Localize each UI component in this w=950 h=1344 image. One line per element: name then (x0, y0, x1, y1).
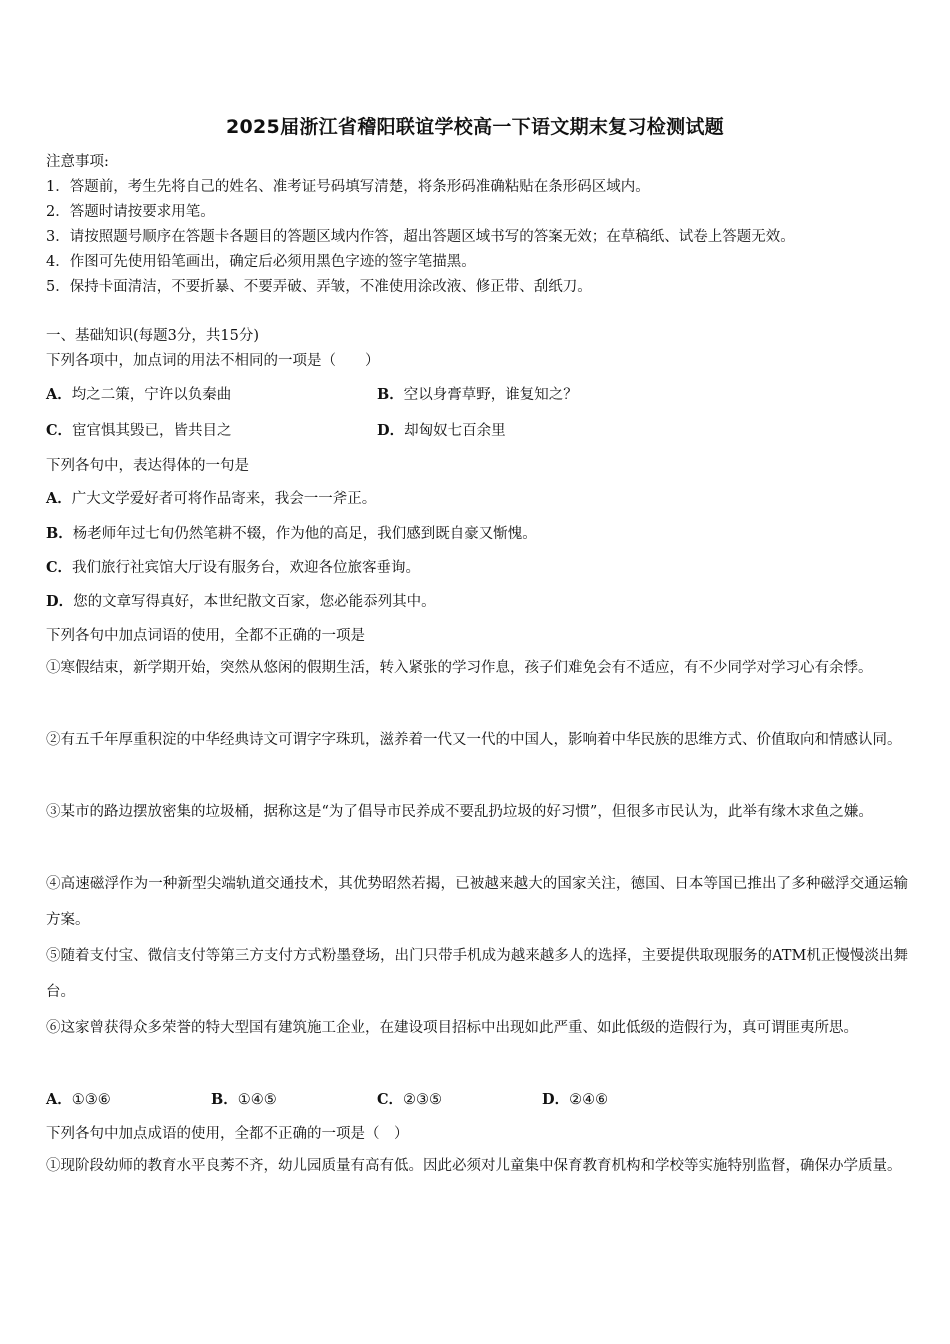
option-label: D． (46, 593, 74, 610)
option-label: B． (377, 386, 404, 403)
option-a[interactable] (46, 1090, 111, 1110)
option-text: ②④⑥ (569, 1092, 609, 1108)
option-b[interactable] (46, 524, 537, 544)
option-d[interactable] (542, 1090, 608, 1110)
notice-item: 3．请按照题号顺序在答题卡各题目的答题区域内作答，超出答题区域书写的答案无效；在草稿纸、试卷上答题无效。 (46, 229, 795, 245)
option-text: 杨老师年过七旬仍然笔耕不辍，作为他的高足，我们感到既自豪又惭愧。 (72, 526, 537, 542)
option-b[interactable] (377, 385, 578, 405)
statement: ⑤随着支付宝、微信支付等第三方支付方式粉墨登场，出门只带手机成为越来越多人的选择，主要提供取现服务的ATM机正慢慢淡出舞台。 (46, 948, 908, 1000)
option-d[interactable] (377, 421, 506, 441)
notice-item: 2．答题时请按要求用笔。 (46, 204, 215, 220)
option-c[interactable] (46, 421, 232, 441)
statement: ④高速磁浮作为一种新型尖端轨道交通技术，其优势昭然若揭，已被越来越大的国家关注，德国、日本等国已推出了多种磁浮交通运输方案。 (46, 876, 908, 928)
option-a[interactable] (46, 489, 376, 509)
notice-item: 4．作图可先使用铅笔画出，确定后必须用黑色字迹的签字笔描黑。 (46, 254, 476, 270)
statement: ①寒假结束，新学期开始，突然从悠闲的假期生活，转入紧张的学习作息，孩子们难免会有不适应，有不少同学对学习心有余悸。 (46, 660, 873, 676)
option-d[interactable] (46, 592, 436, 612)
question-stem: 下列各句中，表达得体的一句是 (46, 458, 249, 474)
option-text: 均之二策，宁许以负秦曲 (71, 387, 232, 403)
option-text: 空以身膏草野，谁复知之？ (403, 387, 578, 403)
option-text: 您的文章写得真好，本世纪散文百家，您必能忝列其中。 (73, 594, 436, 610)
statement: ⑥这家曾获得众多荣誉的特大型国有建筑施工企业，在建设项目招标中出现如此严重、如此低级的造假行为，真可谓匪夷所思。 (46, 1020, 858, 1036)
option-label: A． (46, 490, 72, 507)
question-stem: 下列各句中加点成语的使用，全都不正确的一项是（ ） (46, 1126, 409, 1142)
option-c[interactable] (46, 558, 420, 578)
question-stem: 下列各句中加点词语的使用，全都不正确的一项是 (46, 628, 365, 644)
section-heading: 一、基础知识(每题3分，共15分) (46, 328, 259, 344)
notice-item: 1．答题前，考生先将自己的姓名、准考证号码填写清楚，将条形码准确粘贴在条形码区域内。 (46, 179, 650, 195)
statement: ②有五千年厚重积淀的中华经典诗文可谓字字珠玑，滋养着一代又一代的中国人，影响着中华民族的思维方式、价值取向和情感认同。 (46, 732, 902, 748)
option-b[interactable] (211, 1090, 277, 1110)
option-label: A． (46, 1091, 72, 1108)
option-text: 却匈奴七百余里 (404, 423, 506, 439)
option-label: A． (46, 386, 72, 403)
option-label: C． (46, 559, 73, 576)
question-stem: 下列各项中，加点词的用法不相同的一项是（ ） (46, 353, 380, 369)
option-text: 广大文学爱好者可将作品寄来，我会一一斧正。 (71, 491, 377, 507)
option-text: 我们旅行社宾馆大厅设有服务台，欢迎各位旅客垂询。 (72, 560, 421, 576)
notice-heading: 注意事项: (46, 154, 109, 170)
option-a[interactable] (46, 385, 231, 405)
notice-item: 5．保持卡面清洁，不要折暴、不要弄破、弄皱，不准使用涂改液、修正带、刮纸刀。 (46, 279, 592, 295)
option-text: ①③⑥ (71, 1092, 111, 1108)
option-text: ①④⑤ (237, 1092, 277, 1108)
statement: ①现阶段幼师的教育水平良莠不齐，幼儿园质量有高有低。因此必须对儿童集中保育教育机构和学校等实施特别监督，确保办学质量。 (46, 1158, 902, 1174)
option-label: C． (377, 1091, 404, 1108)
option-text: ②③⑤ (403, 1092, 443, 1108)
option-text: 宦官惧其毁已，皆共目之 (72, 423, 232, 439)
option-c[interactable] (377, 1090, 442, 1110)
option-label: C． (46, 422, 73, 439)
option-label: B． (46, 525, 73, 542)
option-label: D． (377, 422, 405, 439)
option-label: B． (211, 1091, 238, 1108)
statement: ③某市的路边摆放密集的垃圾桶，据称这是“为了倡导市民养成不要乱扔垃圾的好习惯”，但很多市民认为，此举有缘木求鱼之嫌。 (46, 804, 873, 820)
option-label: D． (542, 1091, 570, 1108)
exam-title: 2025届浙江省稽阳联谊学校高一下语文期末复习检测试题 (226, 116, 724, 138)
